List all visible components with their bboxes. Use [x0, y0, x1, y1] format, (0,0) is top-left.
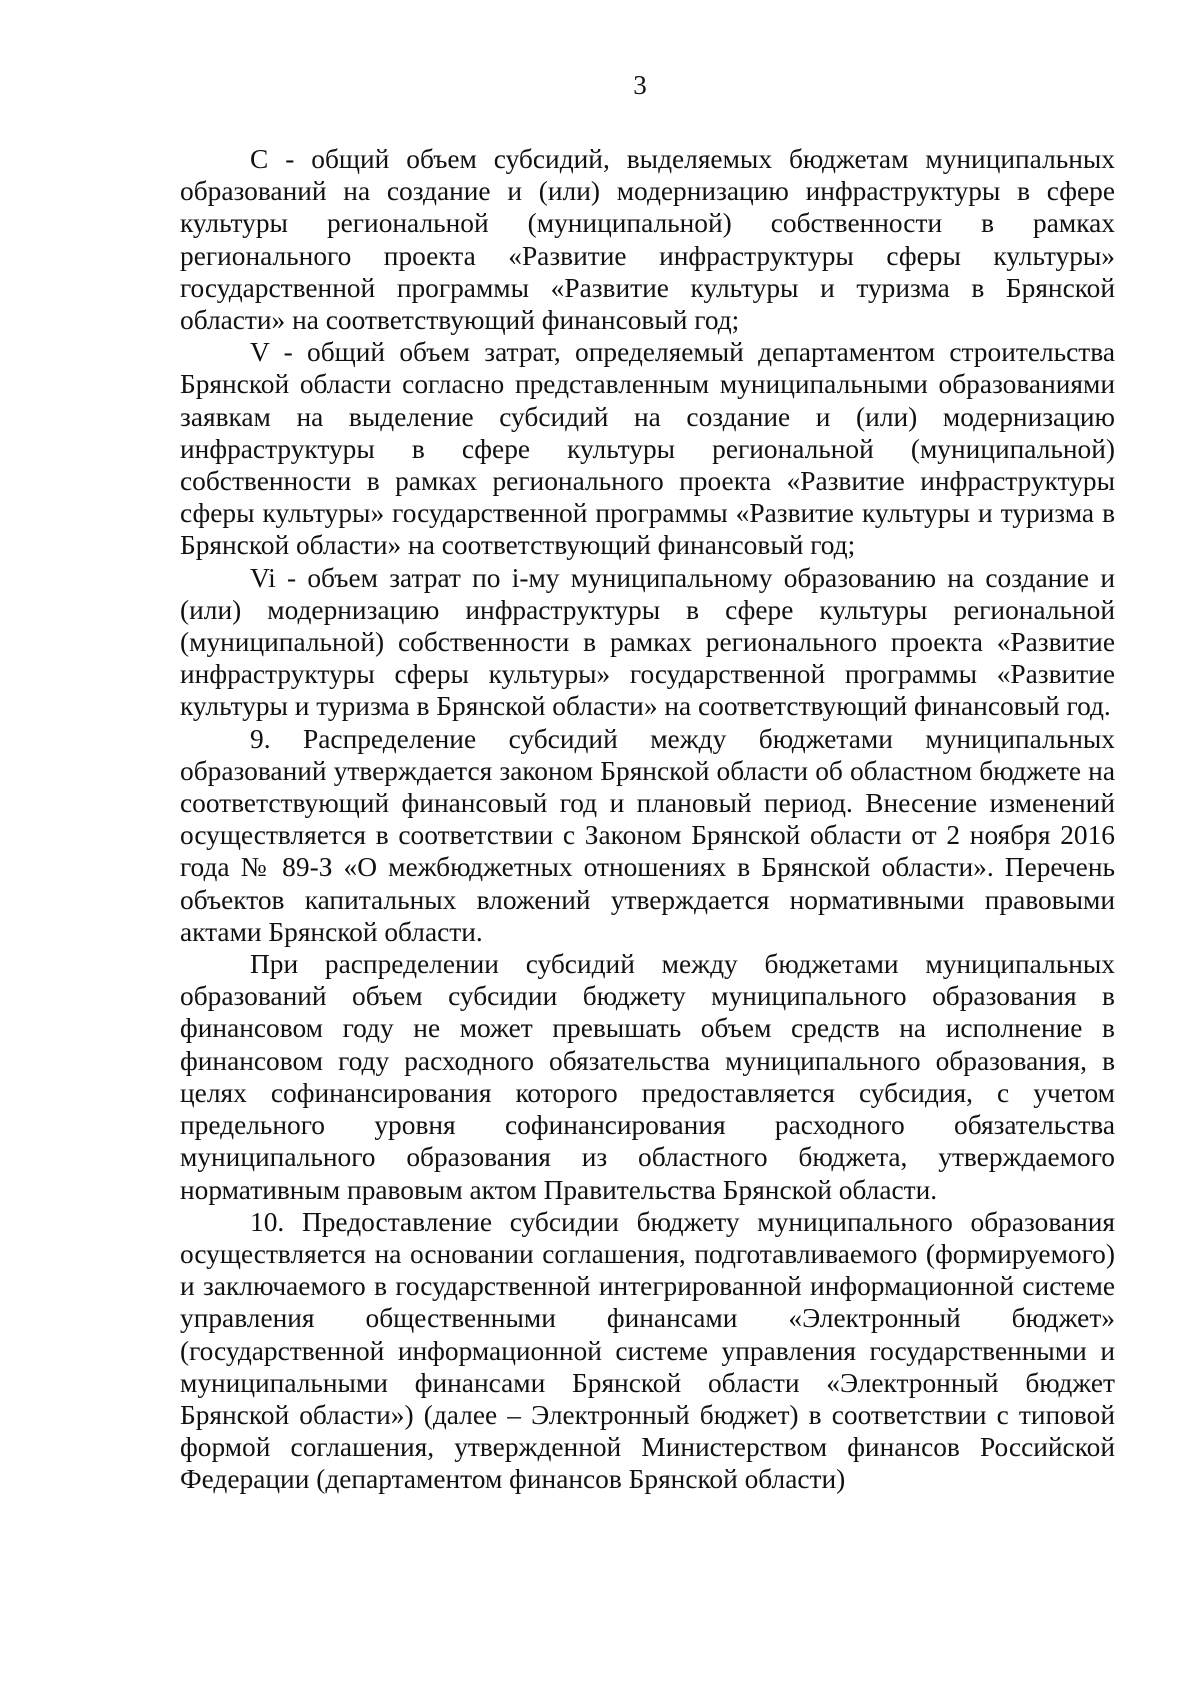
- paragraph-section-9: 9. Распределение субсидий между бюджетами муниципальных образований утверждается законом Брянской области об областном бюджете на соответствующий финансовый год и плановый период. Внесение изменений осуществляется в соответствии с Законом Брянской области от 2 ноября 2016 года № 89-З «О межбюджетных отношениях в Брянской области». Перечень объектов капитальных вложений утверждается нормативными правовыми актами Брянской области.: [180, 723, 1115, 947]
- page-number: 3: [633, 70, 647, 100]
- paragraph-v-definition: V - общий объем затрат, определяемый департаментом строительства Брянской области согласно представленным муниципальными образованиями заявкам на выделение субсидий на создание и (или) модернизацию инфраструктуры в сфере культуры региональной (муниципальной) собственности в рамках регионального проекта «Развитие инфраструктуры сферы культуры» государственной программы «Развитие культуры и туризма в Брянской области» на соответствующий финансовый год;: [180, 337, 1115, 561]
- paragraph-distribution-limit: При распределении субсидий между бюджетами муниципальных образований объем субсидии бюджету муниципального образования в финансовом году не может превышать объем средств на исполнение в финансовом году расходного обязательства муниципального образования, в целях софинансирования которого предоставляется субсидия, с учетом предельного уровня софинансирования расходного обязательства муниципального образования из областного бюджета, утверждаемого нормативным правовым актом Правительства Брянской области.: [180, 949, 1115, 1205]
- paragraph-c-definition: C - общий объем субсидий, выделяемых бюджетам муниципальных образований на создание и (или) модернизацию инфраструктуры в сфере культуры региональной (муниципальной) собственности в рамках регионального проекта «Развитие инфраструктуры сферы культуры» государственной программы «Развитие культуры и туризма в Брянской области» на соответствующий финансовый год;: [180, 144, 1115, 336]
- paragraph-section-10: 10. Предоставление субсидии бюджету муниципального образования осуществляется на основании соглашения, подготавливаемого (формируемого) и заключаемого в государственной интегрированной информационной системе управления общественными финансами «Электронный бюджет» (государственной информационной системе управления государственными и муниципальными финансами Брянской области «Электронный бюджет Брянской области») (далее – Электронный бюджет) в соответствии с типовой формой соглашения, утвержденной Министерством финансов Российской Федерации (департаментом финансов Брянской области): [180, 1206, 1115, 1495]
- document-body: [180, 143, 1115, 1496]
- paragraph-vi-definition: Vi - объем затрат по i-му муниципальному образованию на создание и (или) модернизацию инфраструктуры в сфере культуры региональной (муниципальной) собственности в рамках регионального проекта «Развитие инфраструктуры сферы культуры» государственной программы «Развитие культуры и туризма в Брянской области» на соответствующий финансовый год.: [180, 562, 1115, 722]
